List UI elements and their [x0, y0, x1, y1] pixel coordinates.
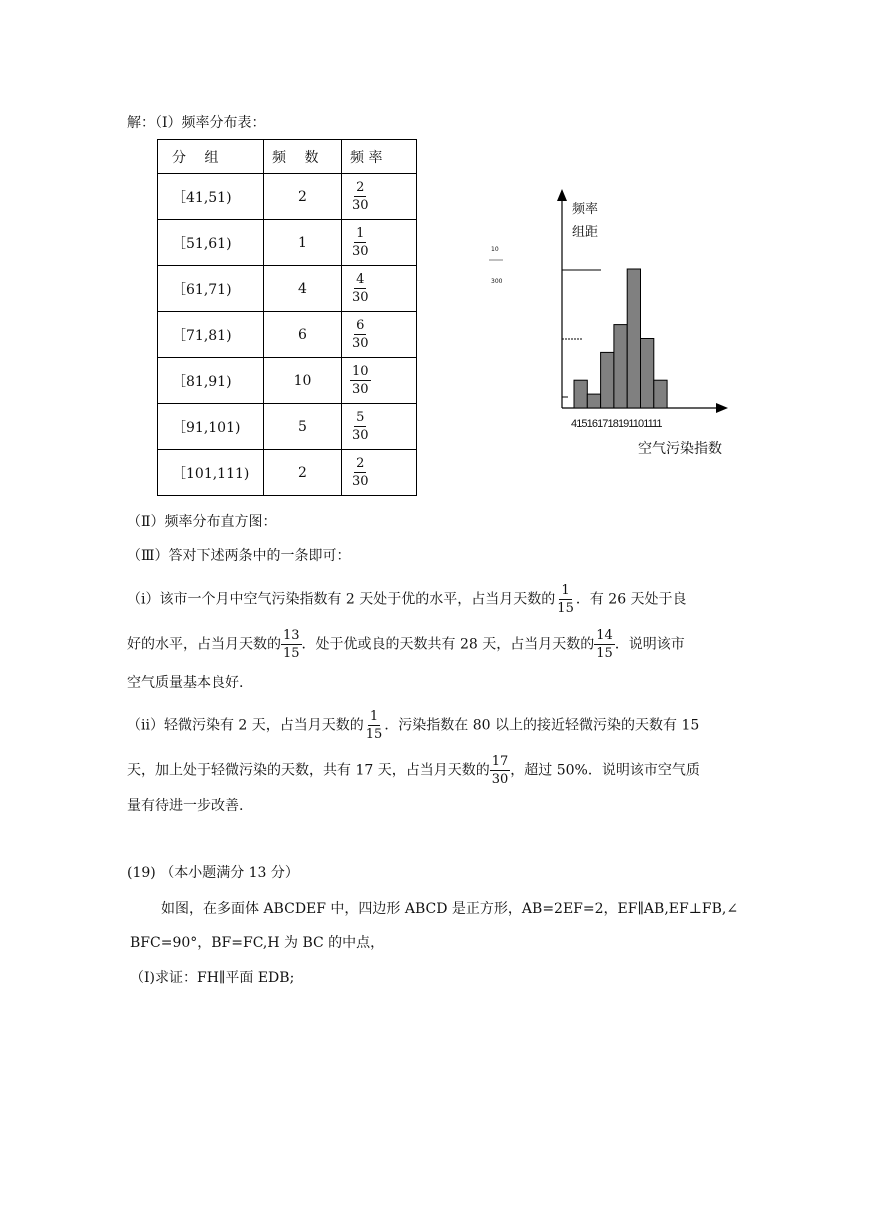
- fraction-den: 30: [352, 474, 369, 489]
- histogram-bar: [601, 352, 614, 408]
- table-row: [158, 450, 417, 496]
- fraction-num: 2: [356, 180, 365, 195]
- para-ii-text4: ，超过 50%．说明该市空气质: [510, 762, 700, 779]
- fraction-den: 30: [352, 428, 369, 443]
- frequency-table: [157, 139, 417, 496]
- part3-label: （Ⅲ）答对下述两条中的一条即可：: [127, 548, 351, 564]
- para-ii-line1: [127, 708, 699, 743]
- para-ii-text2: ．污染指数在 80 以上的接近轻微污染的天数有 15: [384, 717, 700, 734]
- freq-cell: [342, 174, 417, 220]
- histogram-bar: [641, 339, 654, 409]
- fraction: [350, 179, 371, 214]
- fraction-den: 15: [365, 727, 383, 742]
- fraction-num: 10: [352, 364, 369, 379]
- para-i-text1: （i）该市一个月中空气污染指数有 2 天处于优的水平，占当月天数的: [127, 591, 556, 608]
- fraction-num: 5: [356, 410, 365, 425]
- para-i-text4: ．处于优或良的天数共有 28 天，占当月天数的: [301, 636, 595, 653]
- freq-cell: [342, 266, 417, 312]
- fraction-den: 30: [352, 198, 369, 213]
- fraction: [350, 363, 371, 398]
- freq-cell: [342, 312, 417, 358]
- y-label-line1: 频率: [572, 202, 599, 217]
- para-i-text3: 好的水平，占当月天数的: [127, 636, 281, 653]
- fraction-num: 17: [491, 754, 509, 769]
- count-cell: 10: [264, 358, 342, 404]
- histogram-chart: [480, 185, 740, 465]
- fraction: [350, 271, 371, 306]
- para-i-text5: ．说明该市: [614, 636, 685, 653]
- header-group: 分 组: [158, 140, 264, 174]
- fraction-num: 1: [356, 226, 365, 241]
- group-cell: ［81,91): [158, 358, 264, 404]
- count-cell: 5: [264, 404, 342, 450]
- table-row: [158, 220, 417, 266]
- side-fraction-den: 300: [491, 278, 503, 285]
- fraction-den: 30: [352, 336, 369, 351]
- fraction-den: 15: [283, 646, 300, 661]
- group-cell: ［101,111): [158, 450, 264, 496]
- fraction-den: 15: [557, 601, 574, 616]
- x-axis-arrow: [716, 403, 728, 413]
- count-cell: 2: [264, 450, 342, 496]
- table-header-row: [158, 140, 417, 174]
- fraction: [364, 708, 385, 743]
- y-label-line2: 组距: [572, 225, 599, 240]
- fraction: [490, 753, 511, 788]
- fraction: [555, 582, 576, 617]
- fraction-num: 6: [356, 318, 365, 333]
- fraction-den: 15: [596, 646, 613, 661]
- fraction-den: 30: [352, 382, 369, 397]
- group-cell: ［51,61): [158, 220, 264, 266]
- fraction-num: 14: [596, 628, 613, 643]
- fraction-den: 30: [352, 244, 369, 259]
- q19-line1: 如图，在多面体 ABCDEF 中，四边形 ABCD 是正方形，AB=2EF=2，EF∥AB,EF⊥FB,∠: [161, 901, 739, 917]
- para-ii-line3: 量有待进一步改善.: [127, 798, 244, 814]
- count-cell: 2: [264, 174, 342, 220]
- x-tick-labels: 415161718191101111: [571, 418, 662, 430]
- para-i-line3: 空气质量基本良好.: [127, 675, 244, 691]
- q19-line3: （Ⅰ)求证：FH∥平面 EDB;: [130, 970, 295, 986]
- header-count: 频 数: [264, 140, 342, 174]
- table-row: [158, 266, 417, 312]
- para-ii-text3: 天，加上处于轻微污染的天数，共有 17 天，占当月天数的: [127, 762, 490, 779]
- histogram-bar: [627, 269, 640, 408]
- para-i-line1: [127, 582, 687, 617]
- header-freq: 频 率: [342, 140, 417, 174]
- para-ii-line2: [127, 753, 700, 788]
- solution-label: 解：（Ⅰ）频率分布表：: [127, 115, 266, 131]
- fraction: [350, 409, 371, 444]
- fraction: [350, 225, 371, 260]
- fraction-den: 30: [491, 772, 509, 787]
- table-row: [158, 404, 417, 450]
- freq-cell: [342, 358, 417, 404]
- fraction-num: 1: [561, 583, 570, 598]
- histogram-bar: [654, 380, 667, 408]
- fraction-num: 1: [369, 709, 379, 724]
- histogram-bar: [587, 394, 600, 408]
- freq-cell: [342, 450, 417, 496]
- fraction: [350, 317, 371, 352]
- table-row: [158, 312, 417, 358]
- freq-cell: [342, 220, 417, 266]
- fraction-num: 13: [283, 628, 300, 643]
- group-cell: ［71,81): [158, 312, 264, 358]
- freq-cell: [342, 404, 417, 450]
- group-cell: ［41,51): [158, 174, 264, 220]
- q19-heading: (19) （本小题满分 13 分）: [127, 865, 299, 881]
- fraction: [281, 627, 302, 662]
- group-cell: ［61,71): [158, 266, 264, 312]
- count-cell: 6: [264, 312, 342, 358]
- table-row: [158, 358, 417, 404]
- para-i-line2: [127, 627, 685, 662]
- table-row: [158, 174, 417, 220]
- fraction-den: 30: [352, 290, 369, 305]
- fraction-num: 2: [356, 456, 365, 471]
- histogram-bar: [614, 325, 627, 408]
- group-cell: ［91,101): [158, 404, 264, 450]
- para-ii-text1: （ii）轻微污染有 2 天，占当月天数的: [127, 717, 364, 734]
- count-cell: 4: [264, 266, 342, 312]
- fraction: [350, 455, 371, 490]
- para-i-text2: ．有 26 天处于良: [575, 591, 687, 608]
- x-axis-label: 空气污染指数: [638, 441, 722, 457]
- fraction: [594, 627, 615, 662]
- fraction-num: 4: [356, 272, 365, 287]
- y-axis-arrow: [557, 189, 567, 201]
- side-fraction-num: 10: [491, 246, 499, 253]
- q19-line2: BFC=90°，BF=FC,H 为 BC 的中点，: [130, 935, 385, 951]
- count-cell: 1: [264, 220, 342, 266]
- part2-label: （Ⅱ）频率分布直方图：: [127, 514, 277, 530]
- histogram-bar: [574, 380, 587, 408]
